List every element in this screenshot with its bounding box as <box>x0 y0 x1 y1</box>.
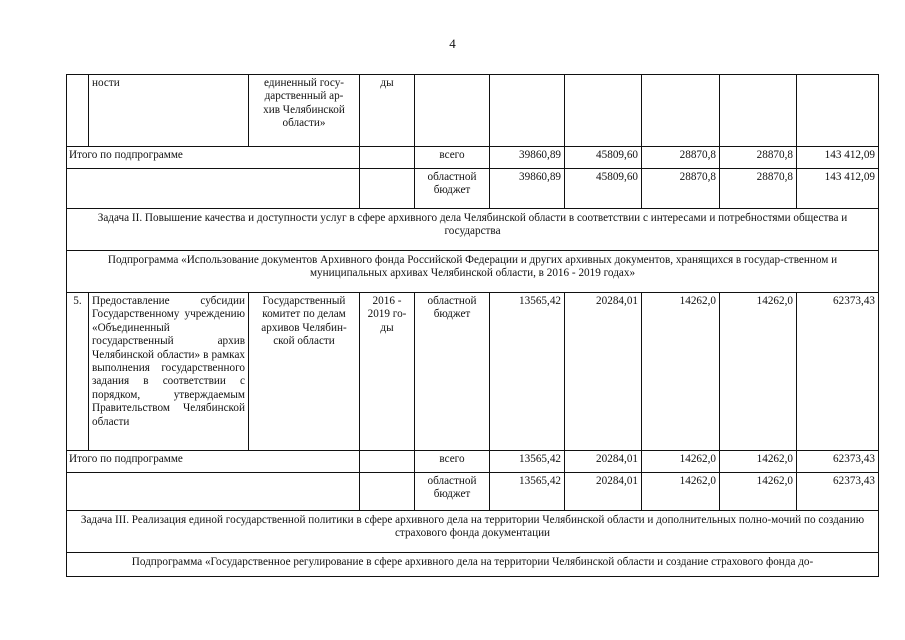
value-2017: 20284,01 <box>565 451 642 473</box>
value-total: 62373,43 <box>797 451 879 473</box>
value-2018: 14262,0 <box>642 473 720 511</box>
value-total: 143 412,09 <box>797 147 879 169</box>
period-cell: 2016 - 2019 го- ды <box>360 293 415 451</box>
value-2018: 28870,8 <box>642 147 720 169</box>
value-2017: 45809,60 <box>565 147 642 169</box>
value-2016: 13565,42 <box>490 473 565 511</box>
value-2016: 39860,89 <box>490 147 565 169</box>
table-row <box>67 169 879 209</box>
value-total: 62373,43 <box>797 473 879 511</box>
table-row <box>67 147 879 169</box>
table-row <box>67 293 879 451</box>
value-2018: 14262,0 <box>642 451 720 473</box>
value-2018: 14262,0 <box>642 293 720 451</box>
source-cell: всего <box>415 451 490 473</box>
source-cell: всего <box>415 147 490 169</box>
subtotal-label: Итого по подпрограмме <box>67 451 360 473</box>
value-2016: 39860,89 <box>490 169 565 209</box>
period-cell: ды <box>360 75 415 147</box>
executor-cell: единенный госу- дарственный ар- хив Челябинской области» <box>249 75 360 147</box>
subtotal-label: Итого по подпрограмме <box>67 147 360 169</box>
table-row <box>67 511 879 553</box>
table-row <box>67 451 879 473</box>
value-2016: 13565,42 <box>490 451 565 473</box>
task-heading: Задача III. Реализация единой государственной политики в сфере архивного дела на территории Челябинской области и дополнительных полно-мочий по созданию страхового фонда документации <box>67 511 879 553</box>
value-total: 62373,43 <box>797 293 879 451</box>
table-row <box>67 553 879 577</box>
row-number: 5. <box>67 293 89 451</box>
program-table <box>66 74 879 577</box>
value-total: 143 412,09 <box>797 169 879 209</box>
value-2019: 14262,0 <box>720 473 797 511</box>
task-heading: Задача II. Повышение качества и доступности услуг в сфере архивного дела Челябинской области в соответствии с интересами и потребностями общества и государства <box>67 209 879 251</box>
subprogram-heading: Подпрограмма «Государственное регулирование в сфере архивного дела на территории Челябинской области и создание страхового фонда до- <box>67 553 879 577</box>
source-cell: областной бюджет <box>415 169 490 209</box>
table-row <box>67 251 879 293</box>
source-cell: областной бюджет <box>415 293 490 451</box>
value-2018: 28870,8 <box>642 169 720 209</box>
source-cell: областной бюджет <box>415 473 490 511</box>
table-row <box>67 473 879 511</box>
value-2019: 28870,8 <box>720 147 797 169</box>
value-2016: 13565,42 <box>490 293 565 451</box>
value-2017: 20284,01 <box>565 293 642 451</box>
page-number: 4 <box>449 36 456 51</box>
value-2019: 14262,0 <box>720 293 797 451</box>
subprogram-heading: Подпрограмма «Использование документов Архивного фонда Российской Федерации и других архивных документов, хранящихся в государ-ственном и муниципальных архивах Челябинской области, в 2016 - 2019 годах» <box>67 251 879 293</box>
value-2019: 28870,8 <box>720 169 797 209</box>
value-2017: 20284,01 <box>565 473 642 511</box>
table-row <box>67 209 879 251</box>
value-2017: 45809,60 <box>565 169 642 209</box>
executor-cell: Государственный комитет по делам архивов Челябин- ской области <box>249 293 360 451</box>
name-cell: ности <box>89 75 249 147</box>
name-cell: Предоставление субсидии Государственному учреждению «Объединенный государственный архив Челябинской области» в рамках выполнения государственного задания в соответствии с порядком, утверждаемым Правительством Челябинской области <box>89 293 249 451</box>
table-row <box>67 75 879 147</box>
value-2019: 14262,0 <box>720 451 797 473</box>
